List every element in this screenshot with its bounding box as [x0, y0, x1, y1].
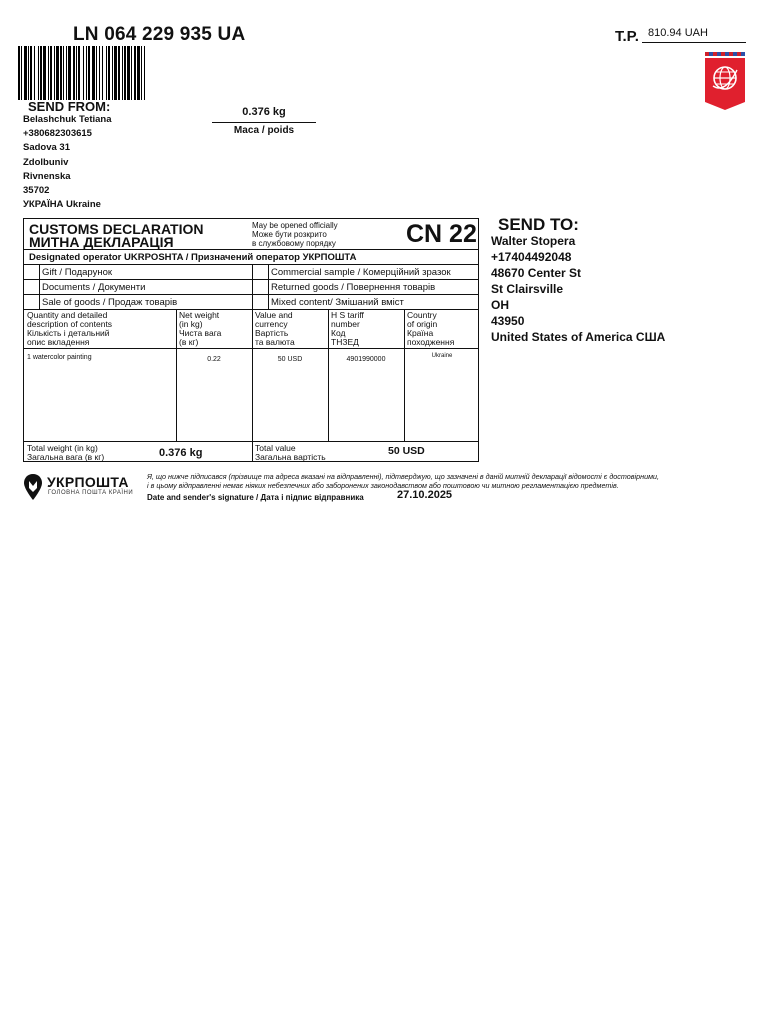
- barcode-bar: [102, 46, 103, 100]
- column-head-value: [255, 311, 295, 347]
- form-title-ua: МИТНА ДЕКЛАРАЦІЯ: [29, 234, 174, 250]
- category-returned: Returned goods / Повернення товарів: [271, 282, 436, 293]
- col-head-line: Quantity and detailed: [27, 310, 108, 320]
- col-head-line: опис вкладення: [27, 337, 90, 347]
- declaration-line: і в цьому відправленні немає ніяких небезпечних або заборонених законодавством або поштовою чи митною регламентацією предметів.: [147, 480, 619, 490]
- item-description: 1 watercolor painting: [27, 354, 92, 361]
- col-head-line: Value and: [255, 310, 293, 320]
- open-note-line: Може бути розкрито: [252, 229, 327, 239]
- col-head-line: number: [331, 319, 360, 329]
- category-commercial-sample: Commercial sample / Комерційний зразок: [271, 267, 451, 278]
- barcode-bar: [48, 46, 49, 100]
- barcode: [18, 46, 256, 100]
- item-hs-code: 4901990000: [346, 356, 386, 363]
- col-head-line: (в кг): [179, 337, 199, 347]
- col-head-line: походження: [407, 337, 455, 347]
- col-head-line: Чиста вага: [179, 328, 222, 338]
- checkbox-divider: [39, 264, 40, 309]
- sender-country: УКРАЇНА Ukraine: [23, 199, 101, 211]
- column-divider: [252, 309, 253, 462]
- barcode-bar: [118, 46, 120, 100]
- barcode-bar: [122, 46, 123, 100]
- divider: [24, 348, 479, 349]
- col-head-line: Країна: [407, 328, 434, 338]
- sender-street: Sadova 31: [23, 142, 70, 154]
- barcode-bar: [54, 46, 55, 100]
- column-divider: [404, 309, 405, 441]
- col-head-line: description of contents: [27, 319, 113, 329]
- barcode-bar: [92, 46, 95, 100]
- checkbox-divider: [268, 264, 269, 309]
- sender-city: Zdolbuniv: [23, 156, 69, 168]
- barcode-bar: [96, 46, 97, 100]
- column-head-origin: [407, 311, 454, 347]
- col-head-line: ТНЗЕД: [331, 337, 359, 347]
- recipient-phone: +17404492048: [491, 250, 572, 264]
- barcode-bar: [63, 46, 64, 100]
- col-head-line: of origin: [407, 319, 438, 329]
- sender-name: Belashchuk Tetiana: [23, 114, 112, 125]
- ukrposhta-logo-icon: [23, 473, 43, 501]
- sender-postcode: 35702: [23, 185, 50, 197]
- barcode-bar: [60, 46, 62, 100]
- sender-region: Rivnenska: [23, 170, 71, 182]
- sender-address: [23, 113, 112, 212]
- recipient-address: [491, 233, 665, 345]
- category-documents: Documents / Документи: [42, 282, 146, 293]
- divider: [24, 249, 479, 250]
- recipient-country: United States of America США: [491, 330, 666, 344]
- customs-declaration-form: [23, 218, 479, 462]
- barcode-bar: [99, 46, 100, 100]
- barcode-bar: [144, 46, 145, 100]
- item-origin: Ukraine: [431, 353, 453, 359]
- col-head-line: Вартість: [255, 328, 289, 338]
- barcode-bar: [86, 46, 87, 100]
- barcode-bar: [88, 46, 90, 100]
- barcode-bar: [24, 46, 27, 100]
- barcode-bar: [76, 46, 77, 100]
- category-gift: Gift / Подарунок: [42, 267, 113, 278]
- mass-value: 0.376 kg: [242, 106, 286, 118]
- column-head-weight: [179, 311, 221, 347]
- divider: [24, 441, 479, 442]
- barcode-bar: [43, 46, 46, 100]
- barcode-bar: [106, 46, 107, 100]
- open-note-line: в службовому порядку: [252, 238, 336, 248]
- barcode-bar: [108, 46, 110, 100]
- column-head-description: [27, 311, 112, 347]
- form-code: CN 22: [406, 220, 477, 248]
- recipient-street: 48670 Center St: [491, 266, 582, 280]
- tp-underline: [642, 42, 746, 43]
- total-weight-value: 0.376 kg: [159, 447, 203, 459]
- send-from-title: SEND FROM:: [28, 99, 111, 114]
- barcode-bar: [73, 46, 75, 100]
- total-label-line: Total weight (in kg): [27, 443, 98, 453]
- sender-phone: +380682303615: [23, 128, 92, 140]
- recipient-postcode: 43950: [491, 314, 525, 328]
- total-label-line: Total value: [255, 443, 296, 453]
- barcode-bar: [131, 46, 132, 100]
- total-label-line: Загальна вартість: [255, 451, 326, 462]
- form-title-en: CUSTOMS DECLARATION: [29, 221, 204, 237]
- signature-date: 27.10.2025: [397, 489, 453, 501]
- mass-label: Маса / poids: [233, 125, 295, 136]
- col-head-line: та валюта: [255, 337, 295, 347]
- barcode-bar: [40, 46, 42, 100]
- barcode-bar: [34, 46, 35, 100]
- col-head-line: H S tariff: [331, 310, 364, 320]
- signature-label: Date and sender's signature / Дата і підпис відправника: [147, 493, 364, 502]
- column-divider: [252, 264, 253, 309]
- barcode-bar: [38, 46, 39, 100]
- priority-stamp-icon: [705, 58, 745, 110]
- designated-operator: Designated operator UKRPOSHTA / Призначений оператор УКРПОШТА: [29, 252, 357, 263]
- barcode-bar: [137, 46, 140, 100]
- item-value: 50 USD: [277, 356, 303, 363]
- item-weight: 0.22: [207, 356, 221, 363]
- tracking-number: LN 064 229 935 UA: [73, 24, 246, 45]
- mass-underline: [212, 122, 316, 123]
- total-value-value: 50 USD: [388, 445, 425, 457]
- col-head-line: Код: [331, 328, 346, 338]
- category-mixed: Mixed content/ Змішаний вміст: [271, 297, 404, 308]
- column-divider: [176, 309, 177, 441]
- recipient-state: OH: [491, 298, 509, 312]
- recipient-city: St Clairsville: [491, 282, 564, 296]
- col-head-line: (in kg): [179, 319, 203, 329]
- total-value-label: [255, 444, 326, 461]
- barcode-bar: [127, 46, 130, 100]
- col-head-line: currency: [255, 319, 288, 329]
- barcode-bar: [112, 46, 113, 100]
- recipient-name: Walter Stopera: [491, 234, 576, 248]
- barcode-bar: [66, 46, 67, 100]
- barcode-bar: [68, 46, 71, 100]
- barcode-bar: [18, 46, 20, 100]
- barcode-bar: [50, 46, 52, 100]
- col-head-line: Кількість і детальний: [27, 328, 110, 338]
- total-label-line: Загальна вага (в кг): [27, 451, 105, 462]
- barcode-bar: [28, 46, 29, 100]
- declaration-line: Я, що нижче підписався (прізвище та адреса вказані на відправленні), підтверджую, що зазначені в даній митній декларації відомості є достовірними,: [147, 472, 660, 481]
- column-divider: [328, 309, 329, 441]
- barcode-bar: [21, 46, 22, 100]
- barcode-bar: [134, 46, 136, 100]
- col-head-line: Country: [407, 310, 437, 320]
- logo-tagline: ГОЛОВНА ПОШТА КРАЇНИ: [48, 490, 134, 496]
- barcode-bar: [124, 46, 126, 100]
- barcode-bar: [78, 46, 80, 100]
- barcode-bar: [114, 46, 117, 100]
- column-head-hs: [331, 311, 364, 347]
- col-head-line: Net weight: [179, 310, 220, 320]
- tp-label: T.P.: [615, 28, 639, 45]
- barcode-bar: [83, 46, 84, 100]
- airmail-stripes-icon: [705, 52, 745, 56]
- open-note-line: May be opened officially: [252, 221, 338, 230]
- sender-declaration: [147, 473, 727, 490]
- barcode-bar: [30, 46, 32, 100]
- total-weight-label: [27, 444, 104, 461]
- send-to-title: SEND TO:: [498, 215, 579, 234]
- logo-name: УКРПОШТА: [47, 474, 129, 490]
- barcode-bar: [56, 46, 59, 100]
- barcode-bar: [141, 46, 142, 100]
- open-officially-note: [252, 222, 338, 248]
- category-sale: Sale of goods / Продаж товарів: [42, 297, 178, 308]
- tp-value: 810.94 UAH: [648, 27, 708, 39]
